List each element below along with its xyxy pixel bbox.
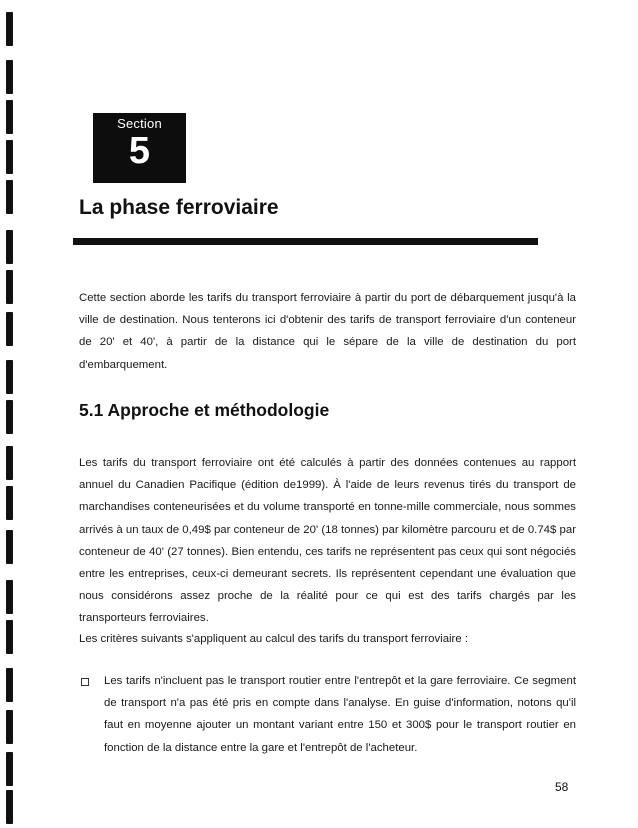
- binding-hole: [6, 752, 13, 786]
- subsection-heading: 5.1 Approche et méthodologie: [79, 400, 330, 420]
- methodology-paragraph: Les tarifs du transport ferroviaire ont été calculés à partir des données contenues au rapport annuel du Canadien Pacifique (édition de1999). À l'aide de leurs revenus tirés du transport de marchandises conteneurisées et du volume transporté en tonne-mille commerciale, nous sommes arrivés à un taux de 0,49$ par conteneur de 20' (18 tonnes) par kilomètre parcouru et de 0.74$ par conteneur de 40' (27 tonnes). Bien entendu, ces tarifs ne représentent pas ceux qui sont négociés entre les entreprises, ceux-ci demeurant secrets. Ils représentent cependant une évaluation que nous considérons assez proche de la réalité pour ce qui est des tarifs chargés par les transporteurs ferroviaires.: [79, 457, 576, 625]
- page-number: 58: [555, 780, 569, 794]
- binding-hole: [6, 312, 13, 346]
- binding-hole: [6, 12, 13, 46]
- binding-hole: [6, 580, 13, 614]
- criteria-list: [79, 670, 576, 759]
- binding-hole: [6, 60, 13, 94]
- binding-hole: [6, 530, 13, 564]
- intro-paragraph: Cette section aborde les tarifs du transport ferroviaire à partir du port de débarquement jusqu'à la ville de destination. Nous tenterons ici d'obtenir des tarifs de transport ferroviaire d'un conteneur de 20' et 40', à partir de la distance qui le sépare de la ville de destination du port d'embarquement.: [79, 292, 576, 371]
- binding-hole: [6, 230, 13, 264]
- binding-hole: [6, 360, 13, 394]
- section-number: 5: [128, 130, 151, 172]
- binding-hole: [6, 140, 13, 174]
- binding-hole: [6, 620, 13, 654]
- binding-hole: [6, 486, 13, 520]
- binding-hole: [6, 668, 13, 702]
- binding-hole: [6, 400, 13, 434]
- binding-holes: [0, 0, 20, 828]
- binding-hole: [6, 100, 13, 134]
- criteria-intro: Les critères suivants s'appliquent au calcul des tarifs du transport ferroviaire :: [79, 633, 469, 645]
- binding-hole: [6, 710, 13, 744]
- binding-hole: [6, 446, 13, 480]
- list-item: Les tarifs n'incluent pas le transport routier entre l'entrepôt et la gare ferroviaire. Ce segment de transport n'a pas été pris en compte dans l'analyse. En guise d'information, notons qu'il faut en moyenne ajouter un montant variant entre 150 et 300$ pour le transport routier en fonction de la distance entre la gare et l'entrepôt de l'acheteur.: [104, 675, 576, 754]
- page-title: La phase ferroviaire: [79, 196, 279, 219]
- binding-hole: [6, 270, 13, 304]
- section-badge: [93, 113, 186, 183]
- title-rule: [73, 238, 538, 245]
- section-label: Section: [117, 116, 162, 131]
- binding-hole: [6, 790, 13, 824]
- checkbox-bullet-icon: [81, 678, 89, 686]
- binding-hole: [6, 180, 13, 214]
